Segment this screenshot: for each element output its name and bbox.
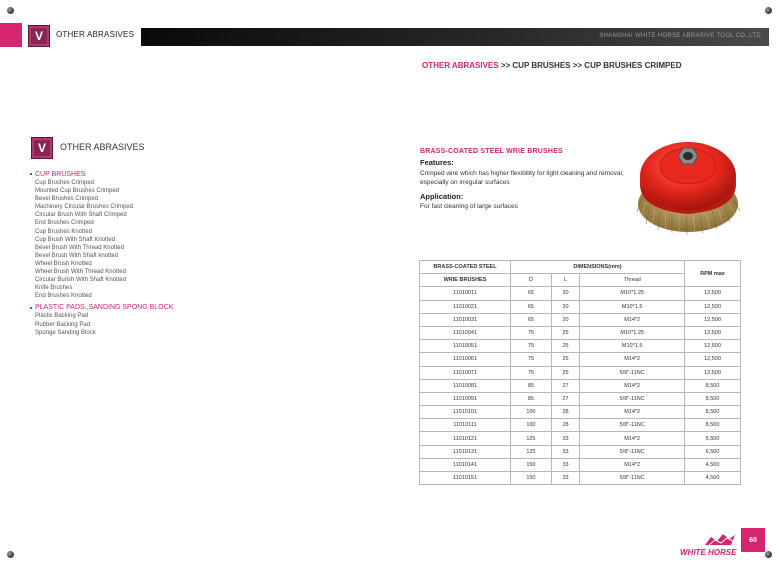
cell-part-number: 11010071 [420,366,511,379]
cell-part-number: 11010101 [420,406,511,419]
white-horse-logo-icon [703,531,737,549]
application-text: For fast cleaning of large surfaces [420,203,518,210]
cell-d: 75 [511,340,552,353]
sidebar-item[interactable]: Circular Brush With Shaft Crimped [35,212,127,219]
cell-thread: M10*1.25 [580,287,685,300]
sidebar-group-plastic-pads[interactable] [30,303,250,312]
sidebar-item[interactable]: Knife Brushes [35,285,73,292]
cell-part-number: 11010141 [420,458,511,471]
cell-thread: 5/8"-11NC [580,419,685,432]
cell-d: 125 [511,445,552,458]
cell-l: 33 [551,445,580,458]
cell-rpm: 6,500 [685,445,741,458]
cell-rpm: 12,500 [685,326,741,339]
header-accent-block [0,23,22,47]
cell-d: 75 [511,366,552,379]
cell-d: 85 [511,379,552,392]
cell-d: 85 [511,392,552,405]
sidebar-item[interactable]: Rubber Backing Pad [35,321,91,328]
cell-l: 33 [551,458,580,471]
col-header-d: D [511,274,552,287]
corner-screw-top-right [765,7,772,14]
cup-brush-image [632,132,748,240]
features-text: Crimped wire which has higher flexibility for light cleaning and removal, especially on irregular surfaces [420,170,624,186]
sidebar-item[interactable]: Wheel Brush Knotted [35,260,92,267]
cell-part-number: 11010111 [420,419,511,432]
cell-part-number: 11010091 [420,392,511,405]
bullet-icon [30,307,32,309]
cell-rpm: 8,500 [685,379,741,392]
cell-l: 33 [551,432,580,445]
cell-thread: M14*2 [580,313,685,326]
sidebar-group-cup-brushes[interactable] [30,170,250,179]
table-row [420,379,741,392]
sidebar-item[interactable]: Cup Brushes Crimped [35,180,95,186]
cell-rpm: 12,500 [685,287,741,300]
cell-thread: M10*1.25 [580,326,685,339]
cell-l: 25 [551,366,580,379]
header-bar [141,28,769,46]
cell-d: 75 [511,326,552,339]
cell-l: 28 [551,419,580,432]
sidebar-badge [31,137,53,159]
sidebar-group-label: PLASTIC PADS.,SANDING SPONG BLOCK [35,304,174,312]
breadcrumb-separator: >> [570,61,585,70]
breadcrumb-other-abrasives[interactable]: OTHER ABRASIVES [422,61,499,70]
cell-d: 65 [511,300,552,313]
sidebar-badge-letter: V [37,141,46,155]
cell-part-number: 11010061 [420,353,511,366]
cell-rpm: 6,500 [685,432,741,445]
breadcrumb-separator: >> [498,61,513,70]
cell-rpm: 12,500 [685,353,741,366]
company-name: SHANGHAI WHITE HORSE ABRASIVE TOOL CO.,LTD [599,33,761,39]
page-number: 60 [741,528,765,552]
cell-thread: 5/8"-11NC [580,392,685,405]
table-row [420,406,741,419]
spec-table-body [420,287,741,485]
cell-part-number: 11010041 [420,326,511,339]
breadcrumb-cup-brushes[interactable]: CUP BRUSHES [512,61,571,70]
application-label: Application: [420,192,464,201]
col-header-l: L [551,274,580,287]
table-row [420,287,741,300]
cell-thread: M10*1.5 [580,300,685,313]
cell-part-number: 11010151 [420,472,511,485]
cell-part-number: 11010011 [420,287,511,300]
cell-rpm: 12,500 [685,340,741,353]
col-header-part-number: BRASS-COATED STEEL [420,261,511,274]
sidebar-item[interactable]: Sponge Sanding Block [35,329,96,336]
cell-thread: M14*2 [580,406,685,419]
cell-thread: M14*2 [580,458,685,471]
table-row [420,392,741,405]
table-row [420,366,741,379]
sidebar-item[interactable]: Circular Burish With Shaft Knotted [35,277,127,284]
sidebar-item[interactable]: End Brushes Crimped [35,220,94,227]
cell-d: 100 [511,406,552,419]
cell-rpm: 4,500 [685,472,741,485]
cell-part-number: 11010031 [420,313,511,326]
corner-screw-bottom-left [7,551,14,558]
sidebar-item[interactable]: Cup Brushes Knotted [35,228,93,235]
cell-thread: M10*1.5 [580,340,685,353]
cell-part-number: 11010121 [420,432,511,445]
sidebar-item[interactable]: Machinery Circular Brushes Crimped [35,204,134,211]
sidebar-item[interactable]: End Brushes Knotted [35,293,92,300]
corner-screw-top-left [7,7,14,14]
cell-l: 20 [551,313,580,326]
table-row [420,419,741,432]
col-header-rpm: RPM max [685,261,741,287]
cell-d: 150 [511,472,552,485]
cell-d: 65 [511,287,552,300]
sidebar-item[interactable]: Wheel Brush With Thread Knotted [35,269,126,276]
breadcrumb [422,61,682,70]
cell-l: 25 [551,340,580,353]
cell-l: 27 [551,379,580,392]
col-header-thread: Thread [580,274,685,287]
cell-part-number: 11010051 [420,340,511,353]
sidebar-item[interactable]: Bevel Brush With Shaft knotted [35,252,119,259]
col-header-part-number-line2: WRIE BRUSHES [420,274,511,287]
sidebar-group-label: CUP BRUSHES [35,171,86,178]
category-badge [28,25,50,47]
sidebar-item[interactable]: Mounted Cup Brushes Crimped [35,188,120,195]
sidebar-item[interactable]: Bevel Brush With Thread Knotted [35,244,124,251]
cell-d: 75 [511,353,552,366]
cell-rpm: 12,500 [685,300,741,313]
cell-part-number: 11010021 [420,300,511,313]
col-header-dimensions: DIMENSIONS(mm) [511,261,685,274]
table-row [420,458,741,471]
cell-l: 20 [551,287,580,300]
cell-l: 28 [551,406,580,419]
corner-screw-bottom-right [765,551,772,558]
table-row [420,353,741,366]
sidebar-item[interactable]: Bevel Brushes Crimped [35,196,99,203]
table-row [420,472,741,485]
cell-l: 25 [551,353,580,366]
sidebar-title: OTHER ABRASIVES [60,142,145,152]
table-row [420,445,741,458]
cell-l: 27 [551,392,580,405]
cell-d: 100 [511,419,552,432]
cell-thread: 5/8"-11NC [580,366,685,379]
cell-d: 125 [511,432,552,445]
cell-thread: 5/8"-11NC [580,445,685,458]
cell-rpm: 8,500 [685,419,741,432]
cell-rpm: 4,500 [685,458,741,471]
cell-l: 25 [551,326,580,339]
cell-rpm: 8,500 [685,406,741,419]
cell-rpm: 8,500 [685,392,741,405]
header-title: OTHER ABRASIVES [56,30,135,39]
breadcrumb-current: CUP BRUSHES CRIMPED [584,61,682,70]
footer-brand: WHITE HORSE [680,548,737,557]
bullet-icon [30,173,32,175]
table-row [420,432,741,445]
cell-rpm: 12,500 [685,366,741,379]
product-title: BRASS-COATED STEEL WRIE BRUSHES [420,148,563,155]
table-row [420,300,741,313]
cell-thread: M14*2 [580,432,685,445]
table-row [420,313,741,326]
cell-thread: M14*2 [580,379,685,392]
table-row [420,326,741,339]
cell-l: 20 [551,300,580,313]
table-row [420,340,741,353]
cell-d: 65 [511,313,552,326]
table-header-row [420,261,741,274]
sidebar-item[interactable]: Plastic Backing Pad [35,313,89,320]
sidebar-nav [30,170,250,337]
cell-thread: 5/8"-11NC [580,472,685,485]
category-badge-letter: V [34,29,43,43]
features-label: Features: [420,158,454,167]
cell-thread: M14*2 [580,353,685,366]
cell-l: 33 [551,472,580,485]
cell-part-number: 11010131 [420,445,511,458]
cell-part-number: 11010081 [420,379,511,392]
cell-rpm: 12,500 [685,313,741,326]
sidebar-item[interactable]: Cup Brush With Shaft Knotted [35,236,116,243]
spec-table [419,260,741,485]
cell-d: 150 [511,458,552,471]
